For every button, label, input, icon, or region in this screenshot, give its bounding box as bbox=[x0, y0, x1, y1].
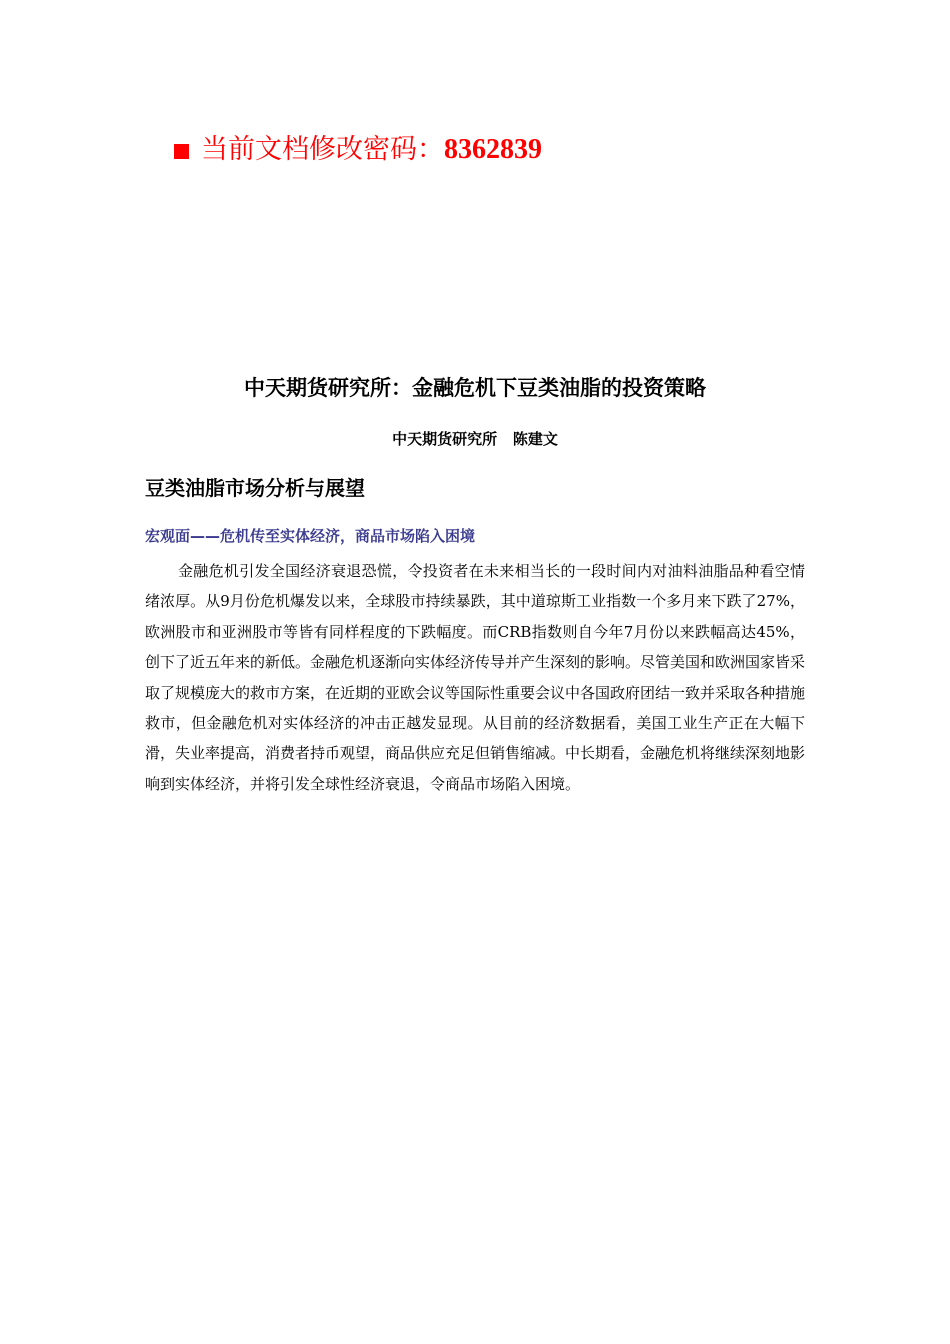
red-square-bullet-icon bbox=[174, 144, 189, 159]
password-notice bbox=[174, 128, 542, 172]
password-code: 8362839 bbox=[444, 134, 542, 165]
document-title: 中天期货研究所：金融危机下豆类油脂的投资策略 bbox=[244, 376, 706, 400]
body-paragraph: 金融危机引发全国经济衰退恐慌，令投资者在未来相当长的一段时间内对油料油脂品种看空情绪浓厚。从9月份危机爆发以来，全球股市持续暴跌，其中道琼斯工业指数一个多月来下跌了27%，欧洲股市和亚洲股市等皆有同样程度的下跌幅度。而CRB指数则自今年7月份以来跌幅高达45%，创下了近五年来的新低。金融危机逐渐向实体经济传导并产生深刻的影响。尽管美国和欧洲国家皆采取了规模庞大的救市方案，在近期的亚欧会议等国际性重要会议中各国政府团结一致并采取各种措施救市，但金融危机对实体经济的冲击正越发显现。从目前的经济数据看，美国工业生产正在大幅下滑，失业率提高，消费者持币观望，商品供应充足但销售缩减。中长期看，金融危机将继续深刻地影响到实体经济，并将引发全球性经济衰退，令商品市场陷入困境。 bbox=[145, 562, 806, 793]
password-notice-label: 当前文档修改密码： bbox=[201, 134, 444, 165]
subsection-heading: 宏观面——危机传至实体经济，商品市场陷入困境 bbox=[145, 527, 476, 545]
section-heading: 豆类油脂市场分析与展望 bbox=[145, 476, 365, 500]
author-byline: 中天期货研究所 陈建文 bbox=[392, 430, 558, 448]
